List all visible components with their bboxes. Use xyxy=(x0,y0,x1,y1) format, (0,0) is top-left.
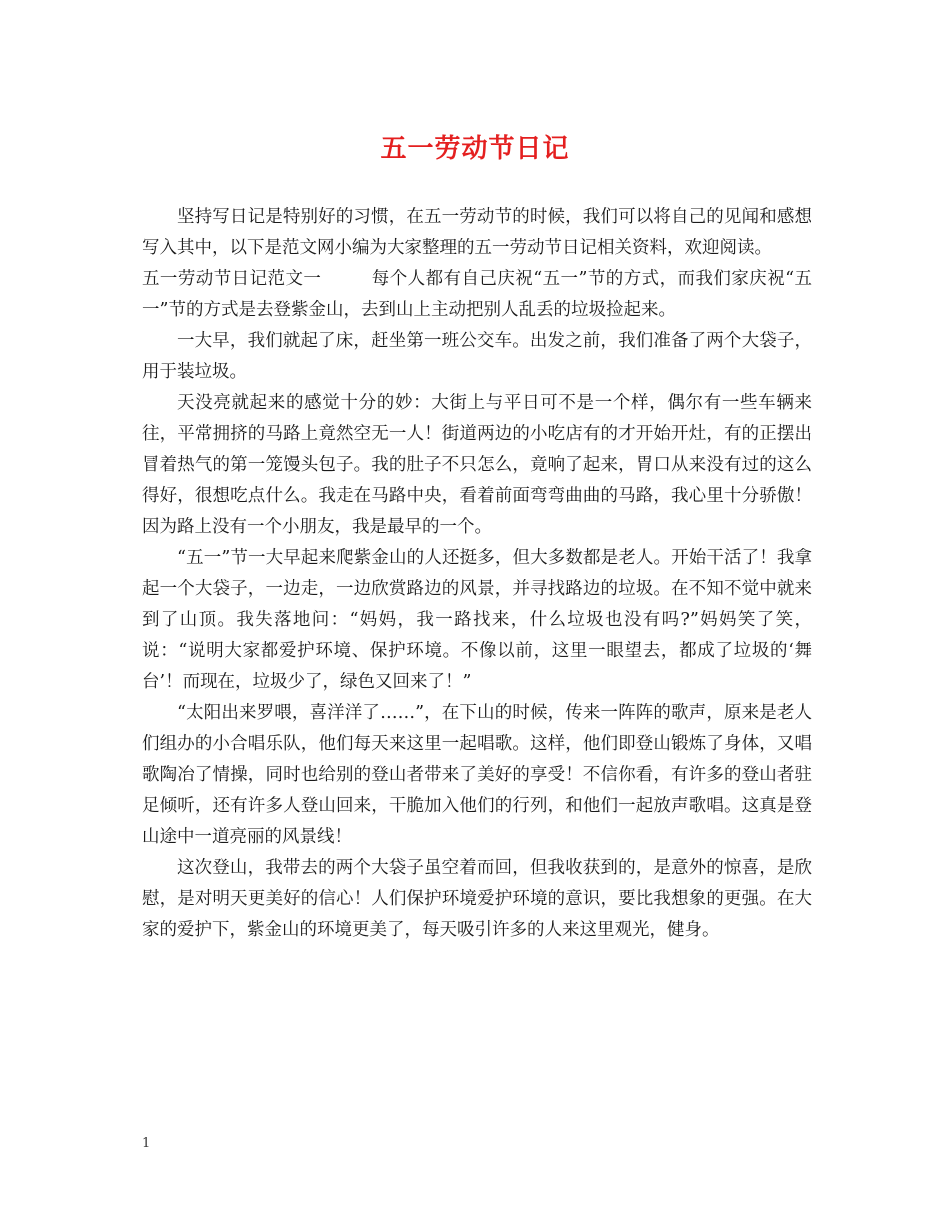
page-number: 1 xyxy=(142,1136,151,1151)
document-body xyxy=(142,202,812,946)
body-paragraph-1: 每个人都有自己庆祝“五一”节的方式，而我们家庆祝“五一”节的方式是去登紫金山，去到山上主动把别人乱丢的垃圾捡起来。 xyxy=(142,269,813,320)
body-paragraph-5: “太阳出来罗喂，喜洋洋了……”，在下山的时候，传来一阵阵的歌声，原来是老人们组办的小合唱乐队，他们每天来这里一起唱歌。这样，他们即登山锻炼了身体，又唱歌陶冶了情操，同时也给别的登山者带来了美好的享受！不信你看，有许多的登山者驻足倾听，还有许多人登山回来，干脆加入他们的行列，和他们一起放声歌唱。这真是登山途中一道亮丽的风景线！ xyxy=(142,703,812,847)
section-paragraph xyxy=(142,264,812,326)
intro-paragraph: 坚持写日记是特别好的习惯，在五一劳动节的时候，我们可以将自己的见闻和感想写入其中，以下是范文网小编为大家整理的五一劳动节日记相关资料，欢迎阅读。 xyxy=(142,207,812,258)
body-paragraph-4: “五一”节一大早起来爬紫金山的人还挺多，但大多数都是老人。开始干活了！我拿起一个大袋子，一边走，一边欣赏路边的风景，并寻找路边的垃圾。在不知不觉中就来到了山顶。我失落地问：“妈妈，我一路找来，什么垃圾也没有吗?”妈妈笑了笑，说：“说明大家都爱护环境、保护环境。不像以前，这里一眼望去，都成了垃圾的‘舞台’！而现在，垃圾少了，绿色又回来了！” xyxy=(142,548,812,692)
document-title: 五一劳动节日记 xyxy=(380,134,570,164)
body-paragraph-2: 一大早，我们就起了床，赶坐第一班公交车。出发之前，我们准备了两个大袋子，用于装垃圾。 xyxy=(142,331,812,382)
body-paragraph-6: 这次登山，我带去的两个大袋子虽空着而回，但我收获到的，是意外的惊喜，是欣慰，是对明天更美好的信心！人们保护环境爱护环境的意识，要比我想象的更强。在大家的爱护下，紫金山的环境更美了，每天吸引许多的人来这里观光，健身。 xyxy=(142,858,812,940)
section-heading: 五一劳动节日记范文一 xyxy=(142,269,322,289)
body-paragraph-3: 天没亮就起来的感觉十分的妙：大街上与平日可不是一个样，偶尔有一些车辆来往，平常拥挤的马路上竟然空无一人！街道两边的小吃店有的才开始开灶，有的正摆出冒着热气的第一笼馒头包子。我的肚子不只怎么，竟响了起来，胃口从来没有过的这么得好，很想吃点什么。我走在马路中央，看着前面弯弯曲曲的马路，我心里十分骄傲！因为路上没有一个小朋友，我是最早的一个。 xyxy=(142,393,812,537)
